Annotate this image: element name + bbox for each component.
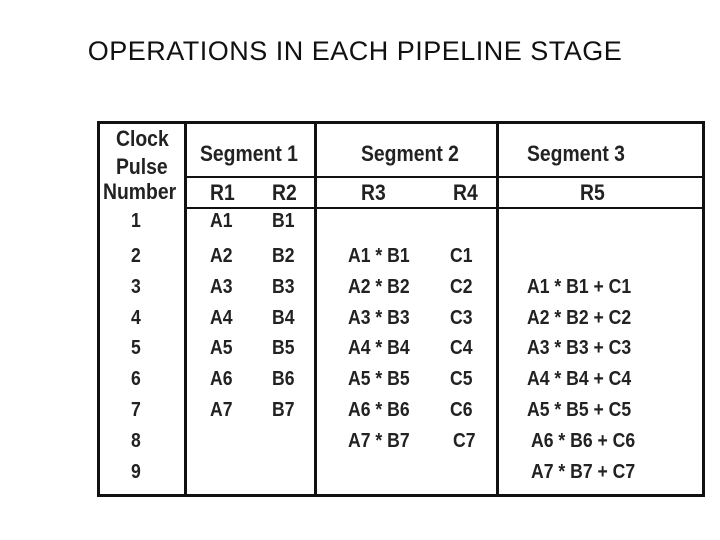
table-cell-r3: A7 * B7 <box>348 430 410 452</box>
register-header: R1 <box>210 180 235 205</box>
table-cell-clock: 9 <box>131 461 141 483</box>
table-cell-r4: C2 <box>450 276 473 298</box>
table-cell-r1: A7 <box>210 399 233 421</box>
table-cell-clock: 8 <box>131 430 141 452</box>
table-cell-r3: A4 * B4 <box>348 337 410 359</box>
segment-header: Segment 3 <box>527 141 625 166</box>
table-cell-r5: A2 * B2 + C2 <box>527 307 632 329</box>
table-cell-r3: A6 * B6 <box>348 399 410 421</box>
table-cell-r3: A2 * B2 <box>348 276 410 298</box>
register-header: R4 <box>453 180 478 205</box>
table-cell-r3: A1 * B1 <box>348 245 410 267</box>
table-cell-r1: A1 <box>210 210 233 232</box>
table-cell-r2: B7 <box>272 399 295 421</box>
table-cell-clock: 7 <box>131 399 141 421</box>
table-cell-r1: A6 <box>210 368 233 390</box>
table-cell-r1: A4 <box>210 307 233 329</box>
register-header: R3 <box>361 180 386 205</box>
segment-header: Segment 1 <box>200 141 298 166</box>
table-cell-r5: A4 * B4 + C4 <box>527 368 632 390</box>
table-cell-clock: 1 <box>131 210 141 232</box>
table-cell-r4: C6 <box>450 399 473 421</box>
table-cell-r5: A1 * B1 + C1 <box>527 276 632 298</box>
clock-header-line: Number <box>103 179 177 204</box>
table-cell-r5: A5 * B5 + C5 <box>527 399 632 421</box>
table-cell-r2: B5 <box>272 337 295 359</box>
clock-header-line: Pulse <box>116 154 168 179</box>
table-cell-r1: A2 <box>210 245 233 267</box>
table-cell-clock: 2 <box>131 245 141 267</box>
table-cell-clock: 3 <box>131 276 141 298</box>
divider-header-registers <box>187 207 703 209</box>
table-cell-r4: C5 <box>450 368 473 390</box>
table-cell-r3: A5 * B5 <box>348 368 410 390</box>
table-cell-clock: 5 <box>131 337 141 359</box>
table-cell-r2: B3 <box>272 276 295 298</box>
slide-title: OPERATIONS IN EACH PIPELINE STAGE <box>87 36 623 66</box>
table-cell-r4: C4 <box>450 337 473 359</box>
table-cell-clock: 6 <box>131 368 141 390</box>
table-cell-r2: B6 <box>272 368 295 390</box>
table-cell-clock: 4 <box>131 307 141 329</box>
divider-header-segments <box>187 176 703 178</box>
clock-header-line: Clock <box>116 126 169 151</box>
table-cell-r2: B4 <box>272 307 295 329</box>
register-header: R5 <box>580 180 605 205</box>
table-cell-r3: A3 * B3 <box>348 307 410 329</box>
table-cell-r5: A7 * B7 + C7 <box>531 461 636 483</box>
table-cell-r5: A3 * B3 + C3 <box>527 337 632 359</box>
table-cell-r2: B1 <box>272 210 295 232</box>
table-cell-r1: A5 <box>210 337 233 359</box>
register-header: R2 <box>272 180 297 205</box>
table-cell-r5: A6 * B6 + C6 <box>531 430 636 452</box>
table-cell-r4: C7 <box>453 430 476 452</box>
table-cell-r2: B2 <box>272 245 295 267</box>
table-cell-r4: C1 <box>450 245 473 267</box>
table-cell-r4: C3 <box>450 307 473 329</box>
segment-header: Segment 2 <box>361 141 459 166</box>
table-cell-r1: A3 <box>210 276 233 298</box>
